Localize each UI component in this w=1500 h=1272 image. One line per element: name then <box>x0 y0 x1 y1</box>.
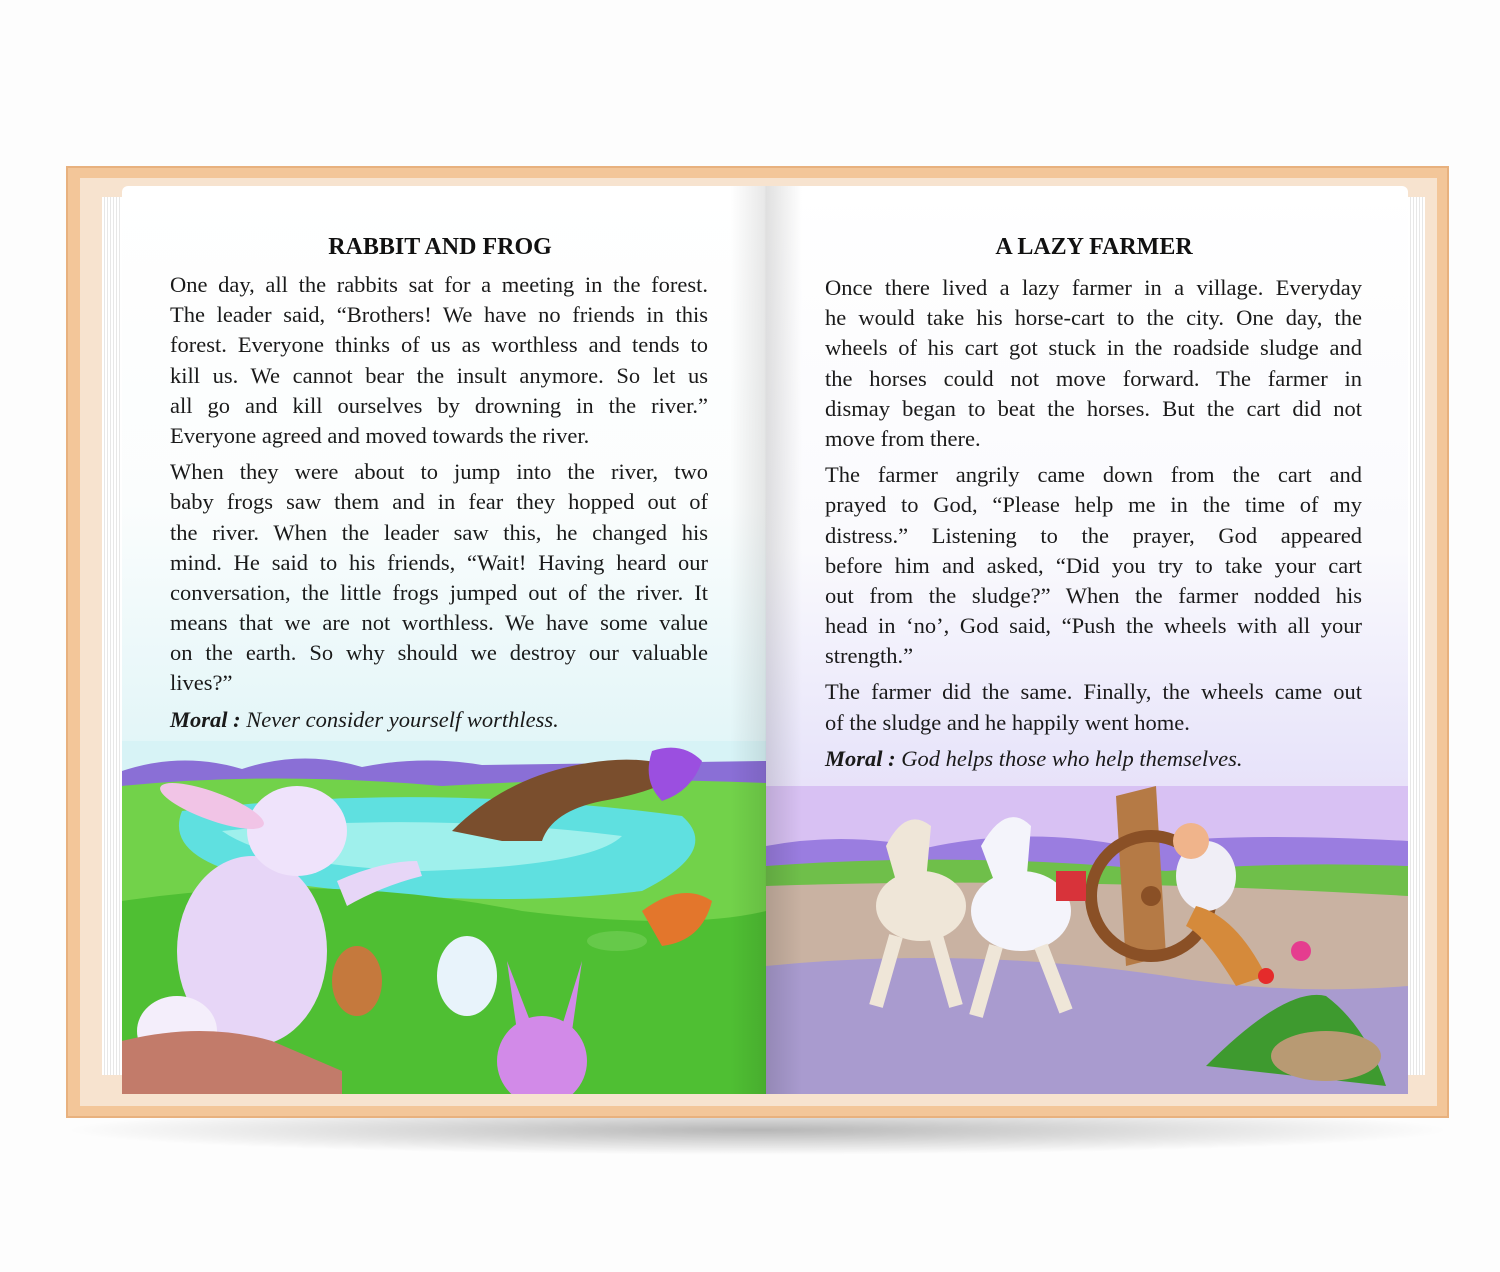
moral-text: God helps those who help themselves. <box>901 745 1243 771</box>
text-line: head in ‘no’, God said, “Push the wheels with all your <box>825 613 1362 639</box>
text-line: of the sludge and he happily went home. <box>825 709 1190 735</box>
text-line: forest. Everyone thinks of us as worthless and tends to <box>170 332 708 358</box>
story-body <box>170 270 708 735</box>
text-line: The farmer did the same. Finally, the wheels came out <box>825 679 1362 705</box>
rabbits-river-illustration <box>122 741 766 1094</box>
text-line: on the earth. So why should we destroy our valuable <box>170 640 708 666</box>
text-line: move from there. <box>825 425 981 451</box>
text-line: wheels of his cart got stuck in the roadside sludge and <box>825 335 1362 361</box>
page-stack-right <box>1405 197 1425 1075</box>
text-line: Everyone agreed and moved towards the river. <box>170 422 590 448</box>
text-line: means that we are not worthless. We have some value <box>170 610 708 636</box>
paragraph <box>170 270 708 451</box>
text-line: Once there lived a lazy farmer in a village. Everyday <box>825 275 1362 300</box>
text-line: kill us. We cannot bear the insult anymore. So let us <box>170 362 708 388</box>
text-line: all go and kill ourselves by drowning in the river.” <box>170 392 708 418</box>
text-line: baby frogs saw them and in fear they hopped out of <box>170 489 708 515</box>
moral-line <box>825 744 1362 774</box>
text-line: he would take his horse-cart to the city. One day, the <box>825 305 1362 331</box>
text-line: lives?” <box>170 670 233 696</box>
left-page <box>122 186 766 1094</box>
text-line: prayed to God, “Please help me in the time of my <box>825 492 1362 518</box>
text-line: The farmer angrily came down from the cart and <box>825 462 1362 488</box>
paragraph <box>825 677 1362 737</box>
text-line: before him and asked, “Did you try to take your cart <box>825 552 1362 578</box>
moral-line <box>170 705 708 735</box>
paragraph <box>170 457 708 699</box>
text-line: out from the sludge?” When the farmer nodded his <box>825 582 1362 608</box>
moral-label: Moral : <box>825 745 896 771</box>
farmer-horse-cart-illustration <box>766 786 1408 1094</box>
text-line: When they were about to jump into the river, two <box>170 459 708 485</box>
text-line: One day, all the rabbits sat for a meeting in the forest. <box>170 272 708 297</box>
text-line: dismay began to beat the horses. But the cart did not <box>825 395 1362 421</box>
text-line: the horses could not move forward. The farmer in <box>825 365 1362 391</box>
text-line: conversation, the little frogs jumped out of the river. It <box>170 579 708 605</box>
paragraph <box>825 460 1362 671</box>
story-body <box>825 273 1362 774</box>
text-line: strength.” <box>825 643 914 669</box>
text-line: The leader said, “Brothers! We have no friends in this <box>170 302 708 328</box>
paragraph <box>825 273 1362 454</box>
moral-text: Never consider yourself worthless. <box>246 706 559 732</box>
moral-label: Moral : <box>170 706 241 732</box>
text-line: the river. When the leader saw this, he changed his <box>170 519 708 545</box>
story-title: RABBIT AND FROG <box>328 234 552 260</box>
story-title: A LAZY FARMER <box>995 234 1193 260</box>
text-line: mind. He said to his friends, “Wait! Having heard our <box>170 549 708 575</box>
text-line: distress.” Listening to the prayer, God appeared <box>825 522 1362 548</box>
right-page <box>766 186 1408 1094</box>
